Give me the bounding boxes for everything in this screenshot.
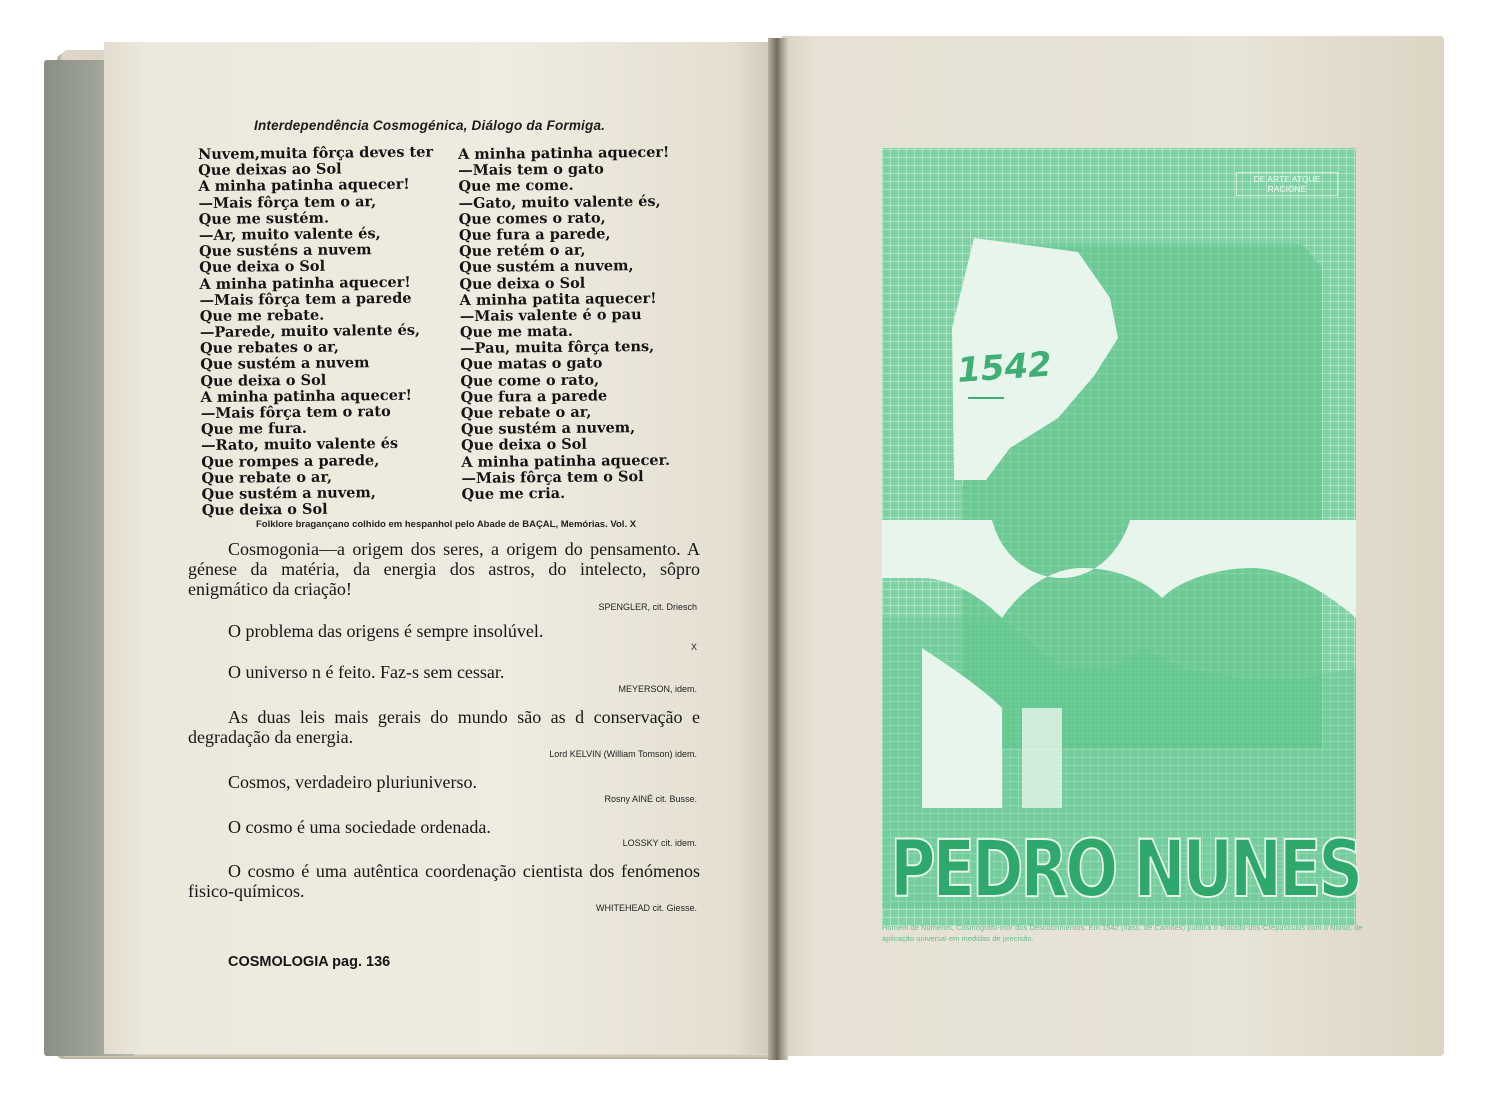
- quote-text: O problema das origens é sempre insolúvel.: [228, 621, 544, 641]
- quote-text: O universo n é feito. Faz-s sem cessar.: [228, 662, 505, 682]
- poem-line: Que me rebate.: [199, 306, 325, 325]
- poem-line: —Gato, muito valente és,: [458, 192, 661, 212]
- poem-line: —Mais tem o gato: [458, 160, 604, 180]
- poem-line: Que me cria.: [461, 484, 566, 503]
- poem-line: Que fura a parede,: [458, 225, 611, 244]
- poem-line: Que deixas ao Sol: [198, 160, 342, 180]
- running-head: Interdependência Cosmogénica, Diálogo da Formiga.: [254, 118, 606, 133]
- quote-attribution: LOSSKY cit. idem.: [622, 838, 697, 848]
- poem-line: —Rato, muito valente és: [201, 435, 399, 455]
- poem-line: Que deixa o Sol: [200, 371, 327, 390]
- poem-line: Que me mata.: [459, 322, 573, 342]
- poem-line: —Ar, muito valente és,: [198, 225, 381, 244]
- quote-attribution: X: [690, 642, 697, 652]
- poem-line: A minha patinha aquecer!: [200, 386, 413, 406]
- poem-source: Folklore bragançano colhido em hespanhol pelo Abade de BAÇAL, Memórias. Vol. X: [256, 519, 637, 530]
- poem-line: Que deixa o Sol: [199, 257, 326, 277]
- poem-line: Que matas o gato: [460, 354, 603, 374]
- quote-attribution: MEYERSON, idem.: [618, 684, 697, 694]
- poem-line: A minha patinha aquecer!: [457, 143, 670, 163]
- quote-text: Cosmogonia—a origem dos seres, a origem do pensamento. A génese da matéria, da energia dos astros, do intelecto, sôpro enigmático da criação!: [188, 539, 700, 599]
- poster-caption: Homem de Numeros, Cosmógrafo-mór dos Descobrimentos. Em 1542 (nasc. de Camões) publica o Tratado-dos-Crepúsculos com o Nónio, de aplicação universal em medidas de precisão.: [882, 923, 1363, 943]
- poem-line: Que come o rato,: [460, 371, 600, 390]
- poem-line: Que me sustém.: [198, 209, 330, 228]
- poem-line: —Mais fôrça tem o Sol: [461, 467, 644, 487]
- poem-line: A minha patita aquecer!: [459, 289, 657, 309]
- poem-line: Que susténs a nuvem: [199, 241, 372, 261]
- poem-line: Que rebate o ar,: [201, 468, 333, 487]
- poem-line: —Mais valente é o pau: [459, 305, 642, 325]
- poem-line: —Mais fôrça tem a parede: [199, 289, 412, 309]
- poem-line: —Pau, muita fôrça tens,: [460, 338, 655, 358]
- poem-line: Que deixa o Sol: [459, 274, 586, 293]
- poem-line: Que fura a parede: [460, 387, 608, 406]
- poem-line: A minha patinha aquecer!: [198, 176, 410, 196]
- poem-line: Que deixa o Sol: [201, 500, 328, 520]
- poem-line: —Parede, muito valente és,: [199, 321, 421, 342]
- poem-line: A minha patinha aquecer!: [199, 273, 411, 293]
- poem-line: Que deixa o Sol: [461, 436, 587, 455]
- poem-line: Que sustém a nuvem: [200, 354, 370, 374]
- quote-attribution: SPENGLER, cit. Driesch: [598, 602, 697, 612]
- quote-text: O cosmo é uma sociedade ordenada.: [228, 817, 491, 837]
- poem-line: —Mais fôrça tem o ar,: [198, 192, 377, 212]
- quote-text: Cosmos, verdadeiro pluriuniverso.: [228, 772, 477, 792]
- poem-line: Que retém o ar,: [459, 241, 586, 261]
- poem-line: Nuvem,muita fôrça deves ter: [197, 143, 434, 163]
- quote-text: As duas leis mais gerais do mundo são as d conservação e degradação da energia.: [188, 707, 700, 747]
- poem-line: Que comes o rato,: [458, 209, 606, 228]
- poster-year: 1542: [955, 344, 1054, 391]
- poem-line: Que me come.: [458, 177, 574, 196]
- quote-text: O cosmo é uma autêntica coordenação cientista dos fenómenos fisico-químicos.: [188, 861, 700, 901]
- poem-line: —Mais fôrça tem o rato: [200, 402, 391, 422]
- poem-line: Que me fura.: [200, 420, 307, 439]
- book-gutter: [768, 38, 788, 1060]
- poem-column-2: [458, 145, 673, 503]
- quote-attribution: Lord KELVIN (William Tomson) idem.: [549, 749, 697, 759]
- poster-name: PEDRO NUNES: [890, 825, 1360, 915]
- quote-attribution: WHITEHEAD cit. Giesse.: [595, 903, 697, 913]
- poem-line: Que rebate o ar,: [460, 403, 592, 422]
- poem-line: Que rebates o ar,: [200, 338, 339, 358]
- pedro-nunes-poster: [882, 148, 1360, 926]
- poem-line: Que sustém a nuvem,: [459, 257, 634, 277]
- poem-column-1: [198, 145, 437, 520]
- poem-line: Que sustém a nuvem,: [201, 484, 376, 503]
- page-footer: COSMOLOGIA pag. 136: [228, 954, 391, 970]
- poem-line: Que rompes a parede,: [201, 451, 380, 471]
- poster-motto: DE ARTE ATQUE RACIONE: [1236, 172, 1338, 196]
- poster-artwork: [882, 148, 1360, 926]
- poem-line: Que sustém a nuvem,: [460, 419, 636, 439]
- quote-attribution: Rosny AINÉ cit. Busse.: [604, 794, 697, 804]
- poem-line: A minha patinha aquecer.: [461, 451, 671, 471]
